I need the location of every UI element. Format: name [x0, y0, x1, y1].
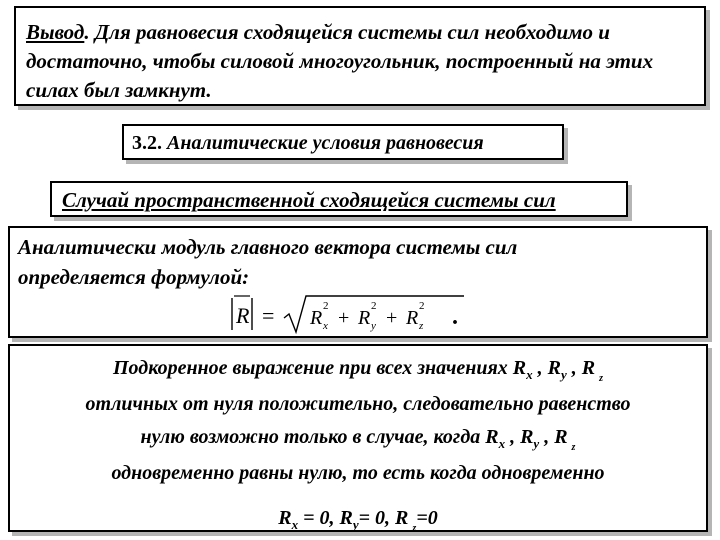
explanation-line1-text: Подкоренное выражение при всех значениях R: [112, 357, 527, 379]
explanation-line1: [20, 352, 696, 388]
explanation-line1-sep2: , R: [566, 357, 596, 379]
section-title: Аналитические условия равновесия: [167, 132, 484, 154]
formula-exp-x: 2: [323, 300, 329, 312]
case-heading: Случай пространственной сходящейся системы сил: [62, 188, 556, 212]
formula-equals: =: [262, 303, 275, 328]
section-number: 3.2.: [132, 132, 162, 154]
conclusion-box: [14, 6, 706, 106]
condition-part-3: = 0, R: [358, 507, 409, 529]
formula-rx: R: [310, 307, 323, 329]
formula-exp-y: 2: [371, 300, 377, 312]
formula-lhs: R: [236, 303, 250, 328]
subscript-z: z: [599, 373, 604, 384]
condition-part-2: = 0, R: [298, 507, 353, 529]
modulus-text-line2: определяется формулой:: [18, 265, 250, 289]
formula-plus-1: +: [338, 307, 350, 329]
subscript-x: x: [498, 436, 506, 451]
conclusion-text: . Для равновесия сходящейся системы сил необходимо и достаточно, чтобы силовой многоугольник, построенный на этих силах был замкнут.: [26, 20, 654, 102]
subscript-z: z: [412, 523, 417, 534]
section-heading-box: [122, 124, 564, 160]
subscript-y: y: [352, 517, 359, 532]
subscript-x: x: [526, 367, 533, 382]
condition-part-4: =0: [416, 507, 438, 529]
formula-rz: R: [406, 307, 419, 329]
formula-sub-x: x: [323, 320, 328, 332]
equilibrium-condition: [20, 502, 696, 538]
formula-exp-z: 2: [419, 300, 425, 312]
explanation-box: [8, 344, 708, 532]
subscript-x: x: [291, 517, 299, 532]
explanation-line4: одновременно равны нулю, то есть когда одновременно: [111, 462, 605, 484]
explanation-line3-sep1: , R: [505, 426, 534, 448]
formula-sub-z: z: [419, 320, 424, 332]
explanation-line1-sep1: , R: [532, 357, 561, 379]
formula-dot: .: [452, 304, 458, 330]
condition-rx: R: [278, 507, 292, 529]
case-heading-box: [50, 181, 628, 217]
formula-plus-2: +: [386, 307, 398, 329]
modulus-text-line1: Аналитически модуль главного вектора системы сил: [18, 235, 518, 259]
modulus-formula: [228, 292, 472, 336]
explanation-line3-text: нулю возможно только в случае, когда R: [140, 426, 499, 448]
conclusion-lead: Вывод: [26, 20, 85, 44]
subscript-y: y: [533, 436, 540, 451]
explanation-line2: отличных от нуля положительно, следовательно равенство: [85, 393, 631, 415]
subscript-y: y: [560, 367, 567, 382]
explanation-line3-sep2: , R: [539, 426, 568, 448]
explanation-line3: [20, 421, 696, 457]
formula-ry: R: [358, 307, 371, 329]
formula-sub-y: y: [371, 320, 376, 332]
subscript-z: z: [571, 442, 576, 453]
